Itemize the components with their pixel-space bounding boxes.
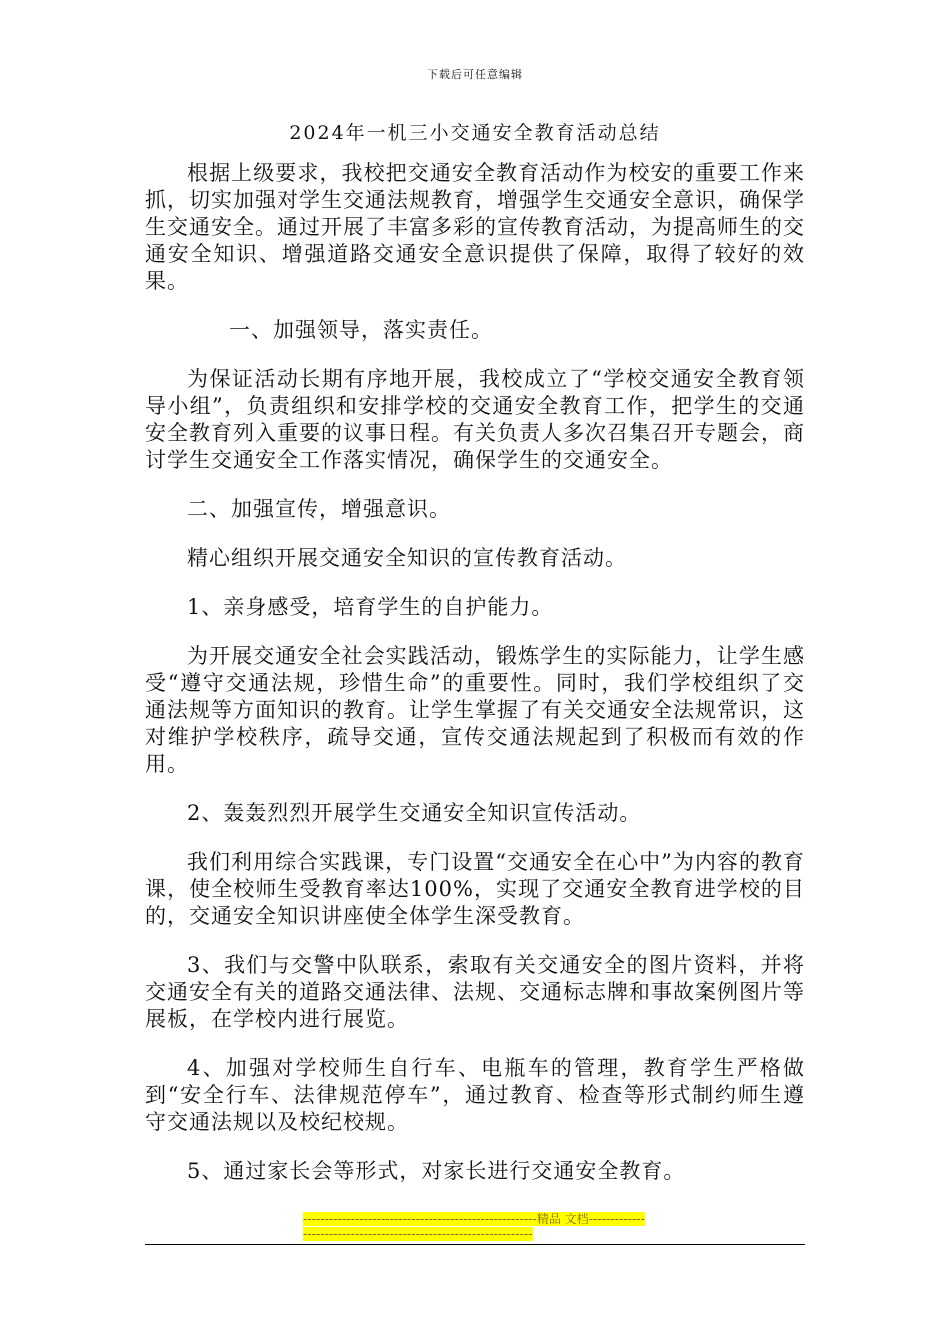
paragraph-leadership: 为保证活动长期有序地开展，我校成立了“学校交通安全教育领导小组”，负责组织和安排学校的交通安全教育工作，把学生的交通安全教育列入重要的议事日程。有关负责人多次召集召开专题会，商讨学生交通安全工作落实情况，确保学生的交通安全。: [145, 367, 805, 472]
header-note: 下载后可任意编辑: [427, 68, 523, 81]
section-heading-1: 一、加强领导，落实责任。: [229, 318, 493, 342]
footer-watermark: [303, 1212, 648, 1242]
paragraph-intro: 根据上级要求，我校把交通安全教育活动作为校安的重要工作来抓，切实加强对学生交通法规教育，增强学生交通安全意识，确保学生交通安全。通过开展了丰富多彩的宣传教育活动，为提高师生的交通安全知识、增强道路交通安全意识提供了保障，取得了较好的效果。: [145, 161, 805, 293]
document-title: 2024年一机三小交通安全教育活动总结: [289, 122, 661, 144]
section-heading-2: 二、加强宣传，增强意识。: [187, 497, 451, 521]
paragraph-practice: 为开展交通安全社会实践活动，锻炼学生的实际能力，让学生感受“遵守交通法规，珍惜生命”的重要性。同时，我们学校组织了交通法规等方面知识的教育。让学生掌握了有关交通安全法规常识，这对维护学校秩序，疏导交通，宣传交通法规起到了积极而有效的作用。: [145, 644, 805, 776]
document-body: [145, 160, 805, 1207]
paragraph-item-5: 5、通过家长会等形式，对家长进行交通安全教育。: [187, 1159, 686, 1183]
paragraph-item-4: 4、加强对学校师生自行车、电瓶车的管理，教育学生严格做到“安全行车、法律规范停车”，通过教育、检查等形式制约师生遵守交通法规以及校纪校规。: [145, 1056, 805, 1134]
footer-text: ------------------------------------------------------精品 文档------------------------------------------------------------------: [303, 1212, 645, 1241]
paragraph-publicity-intro: 精心组织开展交通安全知识的宣传教育活动。: [187, 546, 627, 570]
subheading-1: 1、亲身感受，培育学生的自护能力。: [187, 595, 554, 619]
paragraph-item-3: 3、我们与交警中队联系，索取有关交通安全的图片资料，并将交通安全有关的道路交通法律、法规、交通标志牌和事故案例图片等展板，在学校内进行展览。: [145, 953, 805, 1031]
paragraph-course: 我们利用综合实践课，专门设置“交通安全在心中”为内容的教育课，使全校师生受教育率达100%，实现了交通安全教育进学校的目的，交通安全知识讲座使全体学生深受教育。: [145, 850, 805, 928]
footer-divider: [145, 1244, 805, 1245]
subheading-2: 2、轰轰烈烈开展学生交通安全知识宣传活动。: [187, 801, 642, 825]
